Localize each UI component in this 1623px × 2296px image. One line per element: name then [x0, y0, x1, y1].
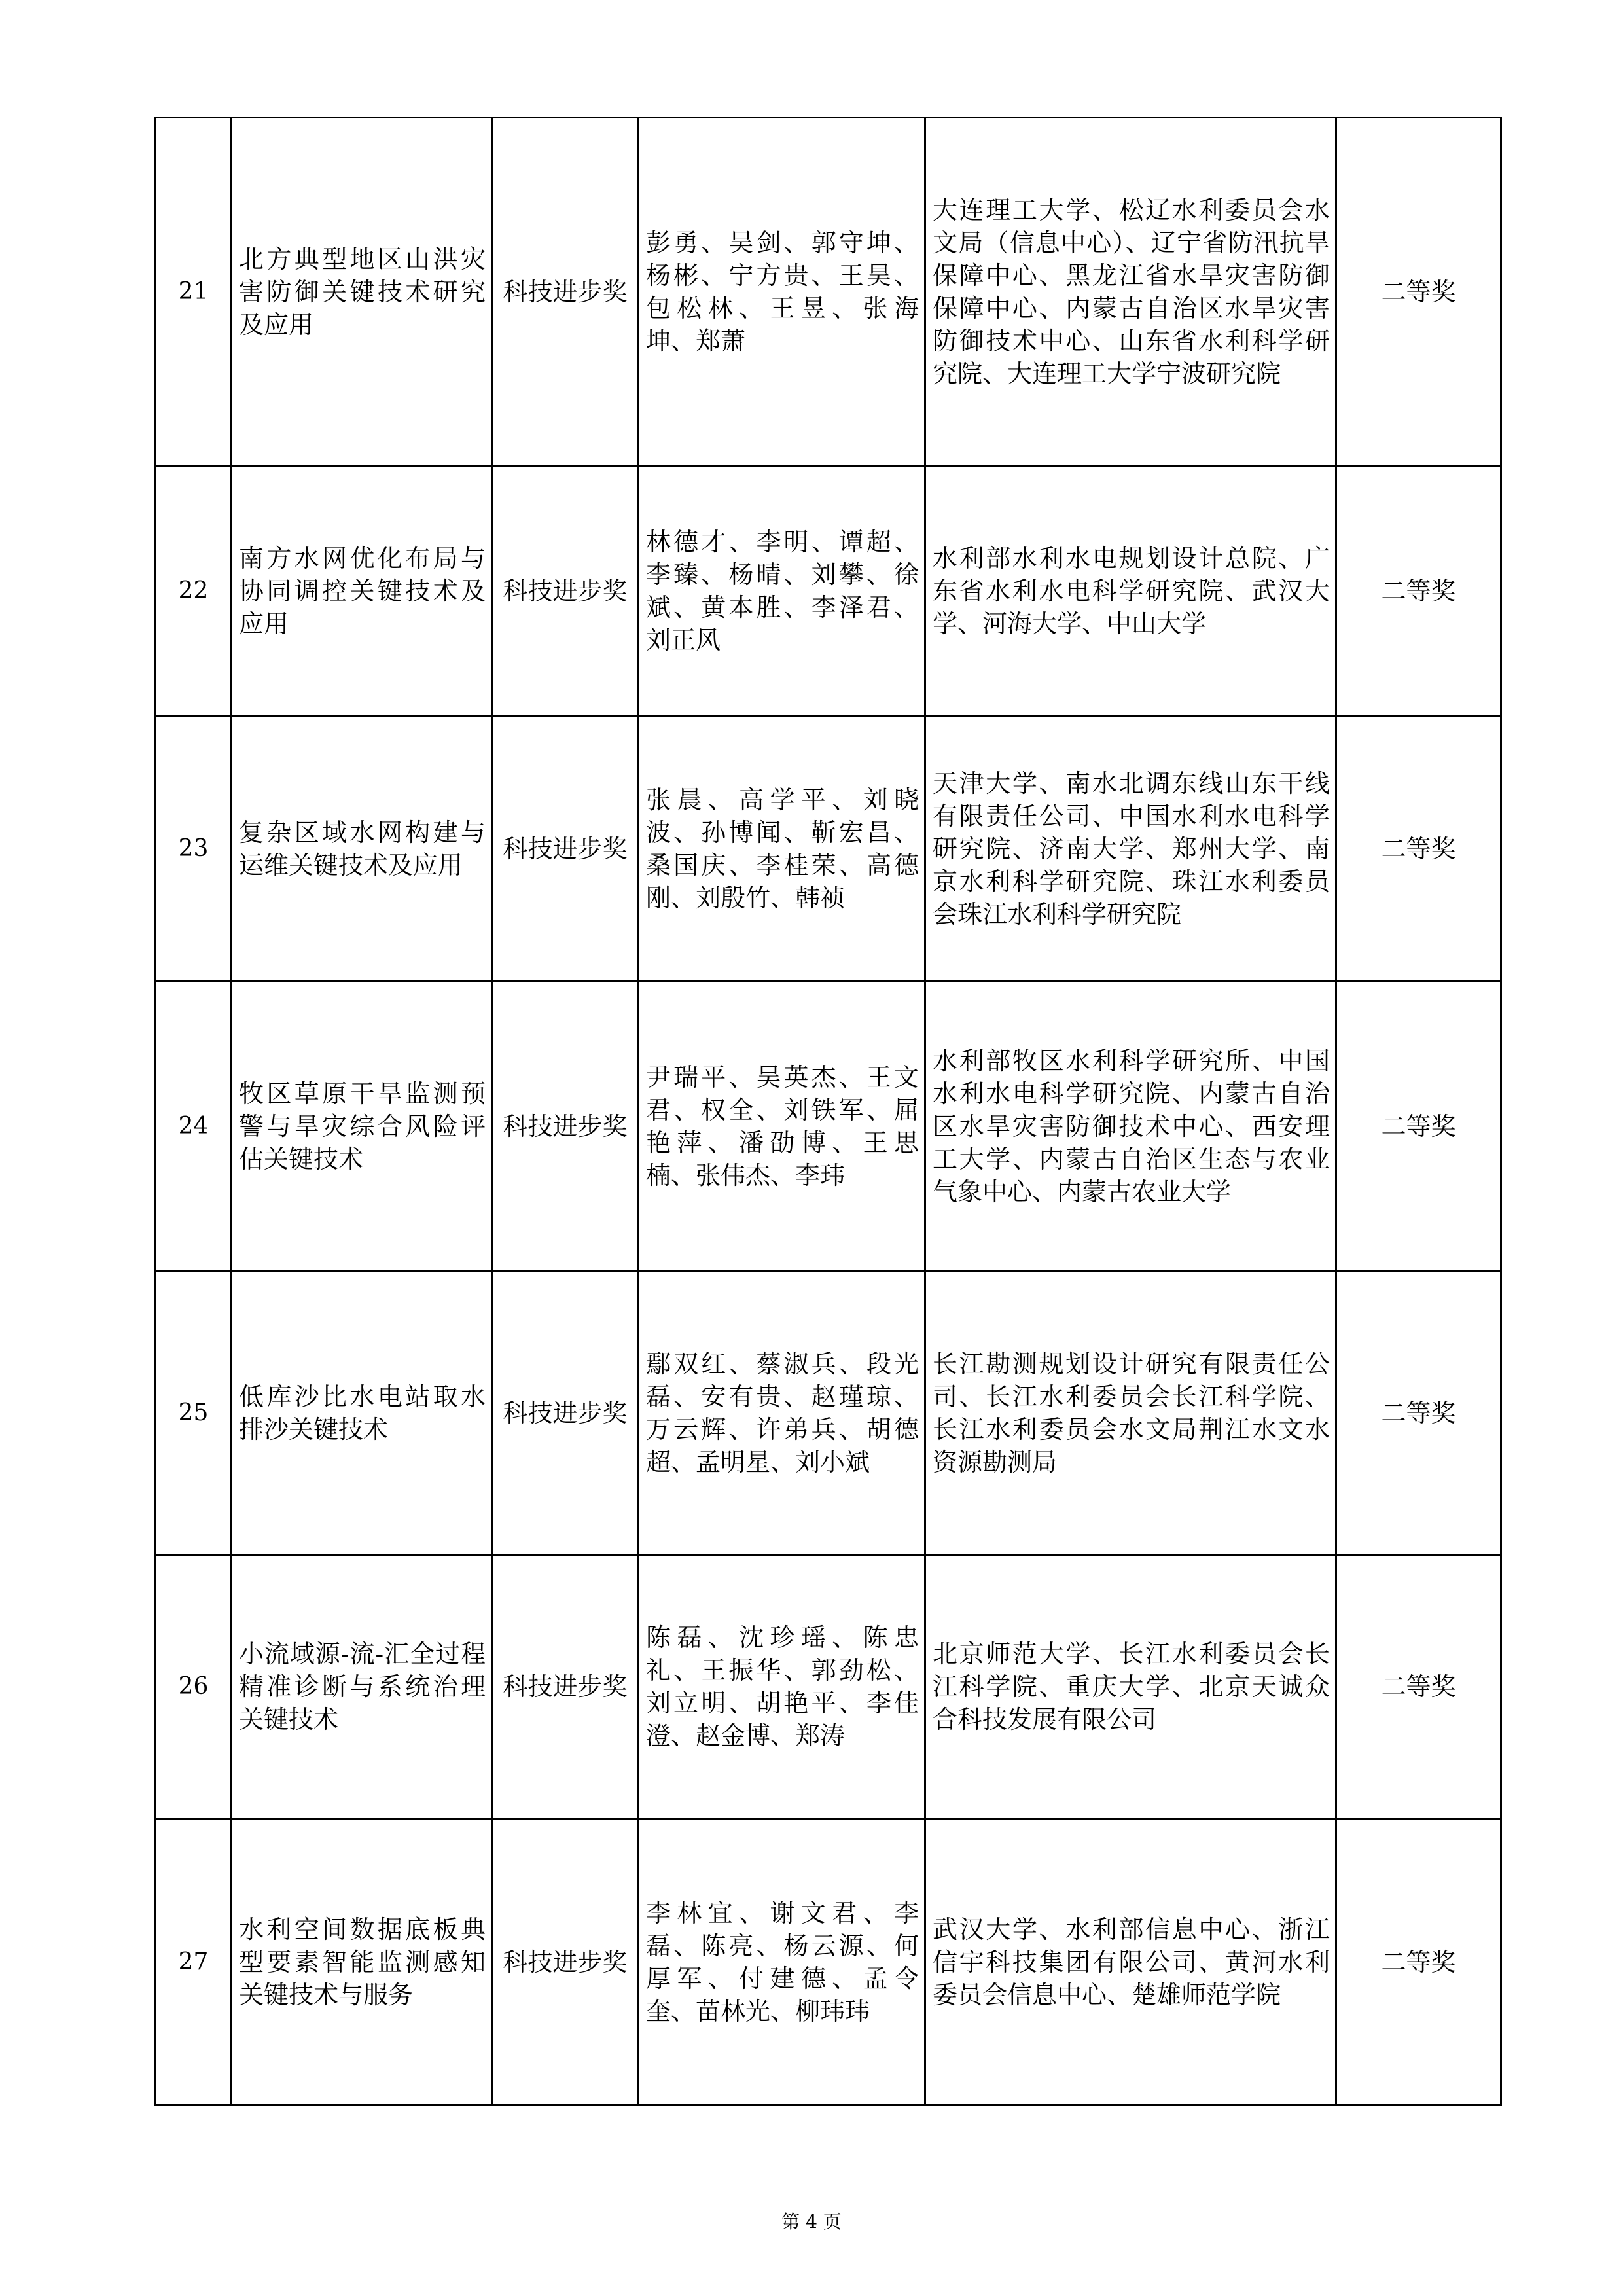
main-contributors: 鄢双红、蔡淑兵、段光磊、安有贵、赵瑾琼、万云辉、许弟兵、胡德超、孟明星、刘小斌	[646, 1350, 919, 1477]
organizations-cell	[925, 466, 1336, 717]
project-name-cell	[232, 981, 492, 1272]
row-number-cell	[156, 1272, 232, 1555]
award-grade: 二等奖	[1381, 1947, 1456, 1977]
project-name-cell	[232, 118, 492, 466]
organizations-cell	[925, 1819, 1336, 2106]
project-name-cell	[232, 1819, 492, 2106]
row-number: 25	[178, 1399, 209, 1426]
award-type-cell	[492, 981, 639, 1272]
main-contributors: 林德才、李明、谭超、李臻、杨晴、刘攀、徐斌、黄本胜、李泽君、刘正风	[646, 528, 919, 655]
main-contributors: 尹瑞平、吴英杰、王文君、权全、刘铁军、屈艳萍、潘劭博、王思楠、张伟杰、李玮	[646, 1062, 919, 1190]
award-grade: 二等奖	[1381, 277, 1456, 306]
award-grade: 二等奖	[1381, 577, 1456, 605]
award-grade-cell	[1336, 1819, 1501, 2106]
project-name: 小流域源-流-汇全过程精准诊断与系统治理关键技术	[239, 1640, 486, 1734]
organizations: 水利部牧区水利科学研究所、中国水利水电科学研究院、内蒙古自治区水旱灾害防御技术中心、西安理工大学、内蒙古自治区生态与农业气象中心、内蒙古农业大学	[933, 1046, 1330, 1206]
award-grade-cell	[1336, 118, 1501, 466]
award-type-cell	[492, 118, 639, 466]
award-type-cell	[492, 1819, 639, 2106]
award-grade-cell	[1336, 1272, 1501, 1555]
award-type: 科技进步奖	[503, 577, 628, 605]
table-row	[156, 466, 1501, 717]
row-number-cell	[156, 981, 232, 1272]
main-contributors-cell	[639, 1555, 925, 1819]
organizations: 武汉大学、水利部信息中心、浙江信宇科技集团有限公司、黄河水利委员会信息中心、楚雄师范学院	[933, 1914, 1330, 2009]
award-grade-cell	[1336, 1555, 1501, 1819]
row-number-cell	[156, 118, 232, 466]
award-type: 科技进步奖	[503, 1672, 628, 1701]
organizations: 天津大学、南水北调东线山东干线有限责任公司、中国水利水电科学研究院、济南大学、郑州大学、南京水利科学研究院、珠江水利委员会珠江水利科学研究院	[933, 768, 1330, 929]
page-number: 第 4 页	[781, 2211, 842, 2233]
award-grade: 二等奖	[1381, 834, 1456, 863]
award-type-cell	[492, 1555, 639, 1819]
award-type: 科技进步奖	[503, 1947, 628, 1977]
award-grade-cell	[1336, 981, 1501, 1272]
row-number-cell	[156, 717, 232, 981]
award-type-cell	[492, 1272, 639, 1555]
organizations-cell	[925, 1555, 1336, 1819]
project-name: 复杂区域水网构建与运维关键技术及应用	[239, 817, 486, 880]
award-type-cell	[492, 717, 639, 981]
award-type: 科技进步奖	[503, 1111, 628, 1141]
award-table	[154, 117, 1502, 2106]
project-name-cell	[232, 466, 492, 717]
award-type-cell	[492, 466, 639, 717]
award-grade: 二等奖	[1381, 1399, 1456, 1427]
main-contributors-cell	[639, 981, 925, 1272]
main-contributors: 彭勇、吴剑、郭守坤、杨彬、宁方贵、王昊、包松林、王昱、张海坤、郑萧	[646, 228, 919, 355]
main-contributors-cell	[639, 118, 925, 466]
organizations-cell	[925, 981, 1336, 1272]
main-contributors-cell	[639, 466, 925, 717]
project-name: 南方水网优化布局与协同调控关键技术及应用	[239, 544, 486, 638]
award-grade: 二等奖	[1381, 1111, 1456, 1141]
project-name-cell	[232, 1272, 492, 1555]
row-number-cell	[156, 1819, 232, 2106]
organizations: 大连理工大学、松辽水利委员会水文局（信息中心）、辽宁省防汛抗旱保障中心、黑龙江省水旱灾害防御保障中心、内蒙古自治区水旱灾害防御技术中心、山东省水利科学研究院、大连理工大学宁波研究院	[933, 195, 1330, 388]
table-row	[156, 717, 1501, 981]
award-type: 科技进步奖	[503, 277, 628, 306]
table-row	[156, 118, 1501, 466]
row-number: 27	[178, 1948, 209, 1975]
main-contributors: 陈磊、沈珍瑶、陈忠礼、王振华、郭劲松、刘立明、胡艳平、李佳澄、赵金博、郑涛	[646, 1623, 919, 1750]
main-contributors: 李林宜、谢文君、李磊、陈亮、杨云源、何厚军、付建德、孟令奎、苗林光、柳玮玮	[646, 1898, 919, 2026]
award-type: 科技进步奖	[503, 1399, 628, 1427]
main-contributors-cell	[639, 717, 925, 981]
award-grade: 二等奖	[1381, 1672, 1456, 1701]
main-contributors: 张晨、高学平、刘晓波、孙博闻、靳宏昌、桑国庆、李桂荣、高德刚、刘殷竹、韩祯	[646, 785, 919, 912]
project-name: 水利空间数据底板典型要素智能监测感知关键技术与服务	[239, 1914, 486, 2009]
row-number-cell	[156, 466, 232, 717]
main-contributors-cell	[639, 1819, 925, 2106]
table-row	[156, 1272, 1501, 1555]
main-contributors-cell	[639, 1272, 925, 1555]
row-number: 21	[178, 278, 209, 305]
award-type: 科技进步奖	[503, 834, 628, 863]
row-number: 22	[178, 577, 209, 604]
organizations-cell	[925, 717, 1336, 981]
organizations-cell	[925, 1272, 1336, 1555]
project-name-cell	[232, 1555, 492, 1819]
organizations: 北京师范大学、长江水利委员会长江科学院、重庆大学、北京天诚众合科技发展有限公司	[933, 1640, 1330, 1734]
project-name: 牧区草原干旱监测预警与旱灾综合风险评估关键技术	[239, 1079, 486, 1174]
row-number: 26	[178, 1673, 209, 1700]
row-number-cell	[156, 1555, 232, 1819]
row-number: 24	[178, 1112, 209, 1139]
table-row	[156, 981, 1501, 1272]
award-grade-cell	[1336, 717, 1501, 981]
organizations: 长江勘测规划设计研究有限责任公司、长江水利委员会长江科学院、长江水利委员会水文局荆江水文水资源勘测局	[933, 1350, 1330, 1477]
project-name: 低库沙比水电站取水排沙关键技术	[239, 1382, 486, 1444]
award-grade-cell	[1336, 466, 1501, 717]
organizations: 水利部水利水电规划设计总院、广东省水利水电科学研究院、武汉大学、河海大学、中山大学	[933, 544, 1330, 638]
table-row	[156, 1819, 1501, 2106]
row-number: 23	[178, 834, 209, 862]
table-row	[156, 1555, 1501, 1819]
project-name: 北方典型地区山洪灾害防御关键技术研究及应用	[239, 244, 486, 339]
project-name-cell	[232, 717, 492, 981]
organizations-cell	[925, 118, 1336, 466]
